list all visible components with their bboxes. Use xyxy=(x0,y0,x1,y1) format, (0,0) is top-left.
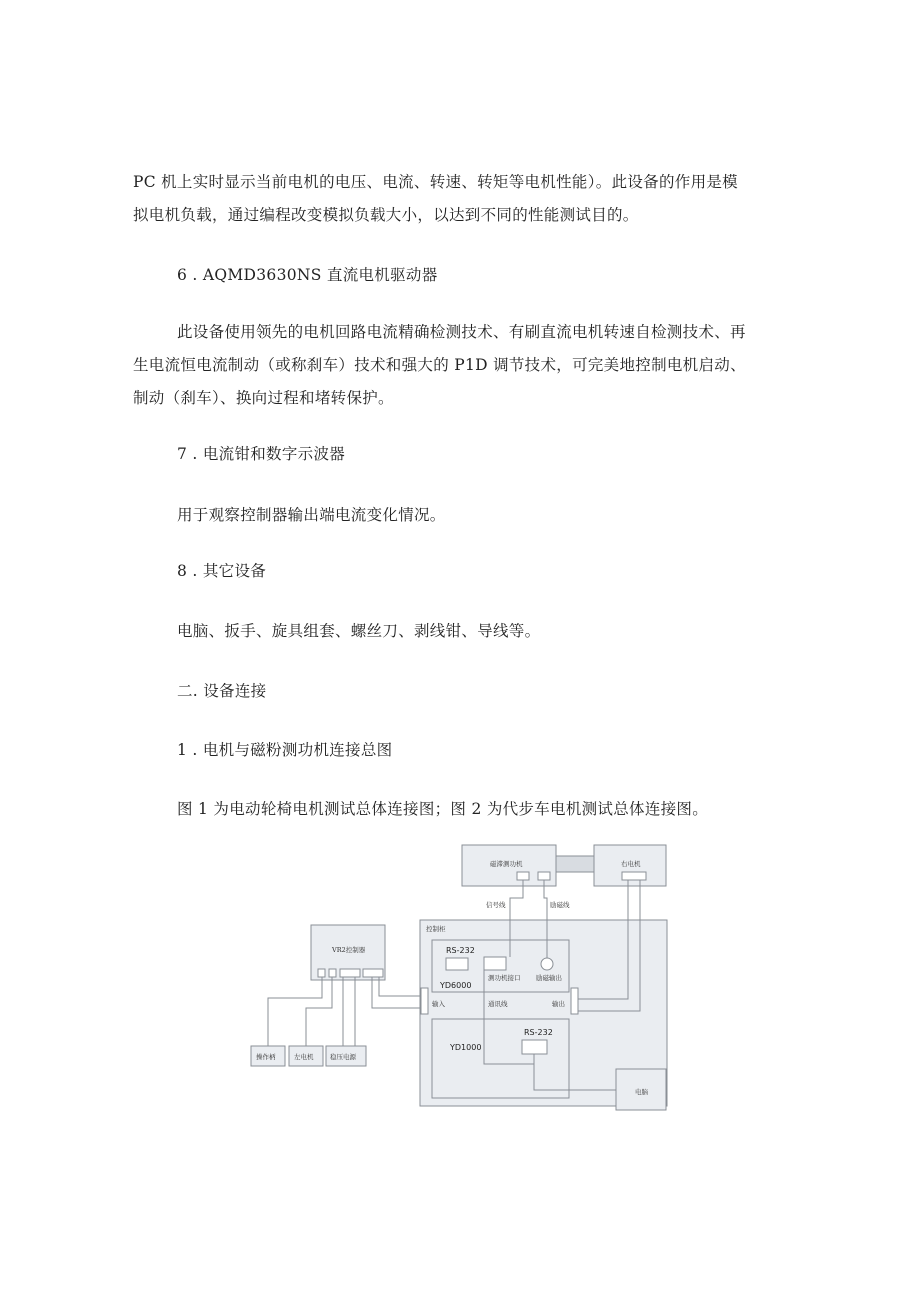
paragraph-line: PC 机上实时显示当前电机的电压、电流、转速、转矩等电机性能）。此设备的作用是模 xyxy=(133,173,738,191)
cabinet-label: 控制柜 xyxy=(426,925,446,933)
output-label: 输出 xyxy=(552,1000,565,1008)
rs232-bottom-label: RS-232 xyxy=(524,1028,553,1037)
paragraph: 图 1 为电动轮椅电机测试总体连接图；图 2 为代步车电机测试总体连接图。 xyxy=(177,800,709,818)
excitation-output-label: 励磁输出 xyxy=(536,974,562,982)
comm-line-label: 通讯线 xyxy=(488,1000,508,1008)
paragraph-line: 拟电机负载，通过编程改变模拟负载大小，以达到不同的性能测试目的。 xyxy=(133,206,639,224)
paragraph-line: 制动（刹车）、换向过程和堵转保护。 xyxy=(133,389,394,407)
paragraph: 电脑、扳手、旋具组套、螺丝刀、剥线钳、导线等。 xyxy=(177,622,541,640)
joystick-label: 操作柄 xyxy=(256,1053,276,1061)
vr2-label: VR2控制器 xyxy=(332,946,366,954)
dyno-port-label: 测功机接口 xyxy=(488,974,521,982)
coupling-shaft xyxy=(556,856,594,872)
signal-line-label: 信号线 xyxy=(486,901,506,909)
input-label: 输入 xyxy=(432,1000,445,1008)
paragraph-line: 此设备使用领先的电机回路电流精确检测技术、有刷直流电机转速自检测技术、再 xyxy=(177,323,746,341)
heading-8: 8 . 其它设备 xyxy=(177,562,267,580)
excitation-line-label: 励磁线 xyxy=(550,901,570,909)
power-supply-label: 稳压电源 xyxy=(330,1053,356,1061)
left-motor-label: 左电机 xyxy=(294,1053,314,1061)
dyno-label: 磁滞测功机 xyxy=(490,860,523,868)
heading-7: 7 . 电流钳和数字示波器 xyxy=(177,445,346,463)
heading-1: 1 . 电机与磁粉测功机连接总图 xyxy=(177,741,393,759)
computer-label: 电脑 xyxy=(635,1088,648,1096)
heading-6: 6 . AQMD3630NS 直流电机驱动器 xyxy=(177,266,438,284)
right-motor-label: 右电机 xyxy=(621,860,641,868)
rs232-top-label: RS-232 xyxy=(446,946,475,955)
section-heading: 二. 设备连接 xyxy=(177,682,267,700)
yd1000-label: YD1000 xyxy=(450,1043,482,1052)
paragraph-line: 生电流恒电流制动（或称刹车）技术和强大的 P1D 调节技术，可完美地控制电机启动、 xyxy=(133,356,746,374)
paragraph: 用于观察控制器输出端电流变化情况。 xyxy=(177,506,446,524)
yd6000-label: YD6000 xyxy=(440,981,472,990)
